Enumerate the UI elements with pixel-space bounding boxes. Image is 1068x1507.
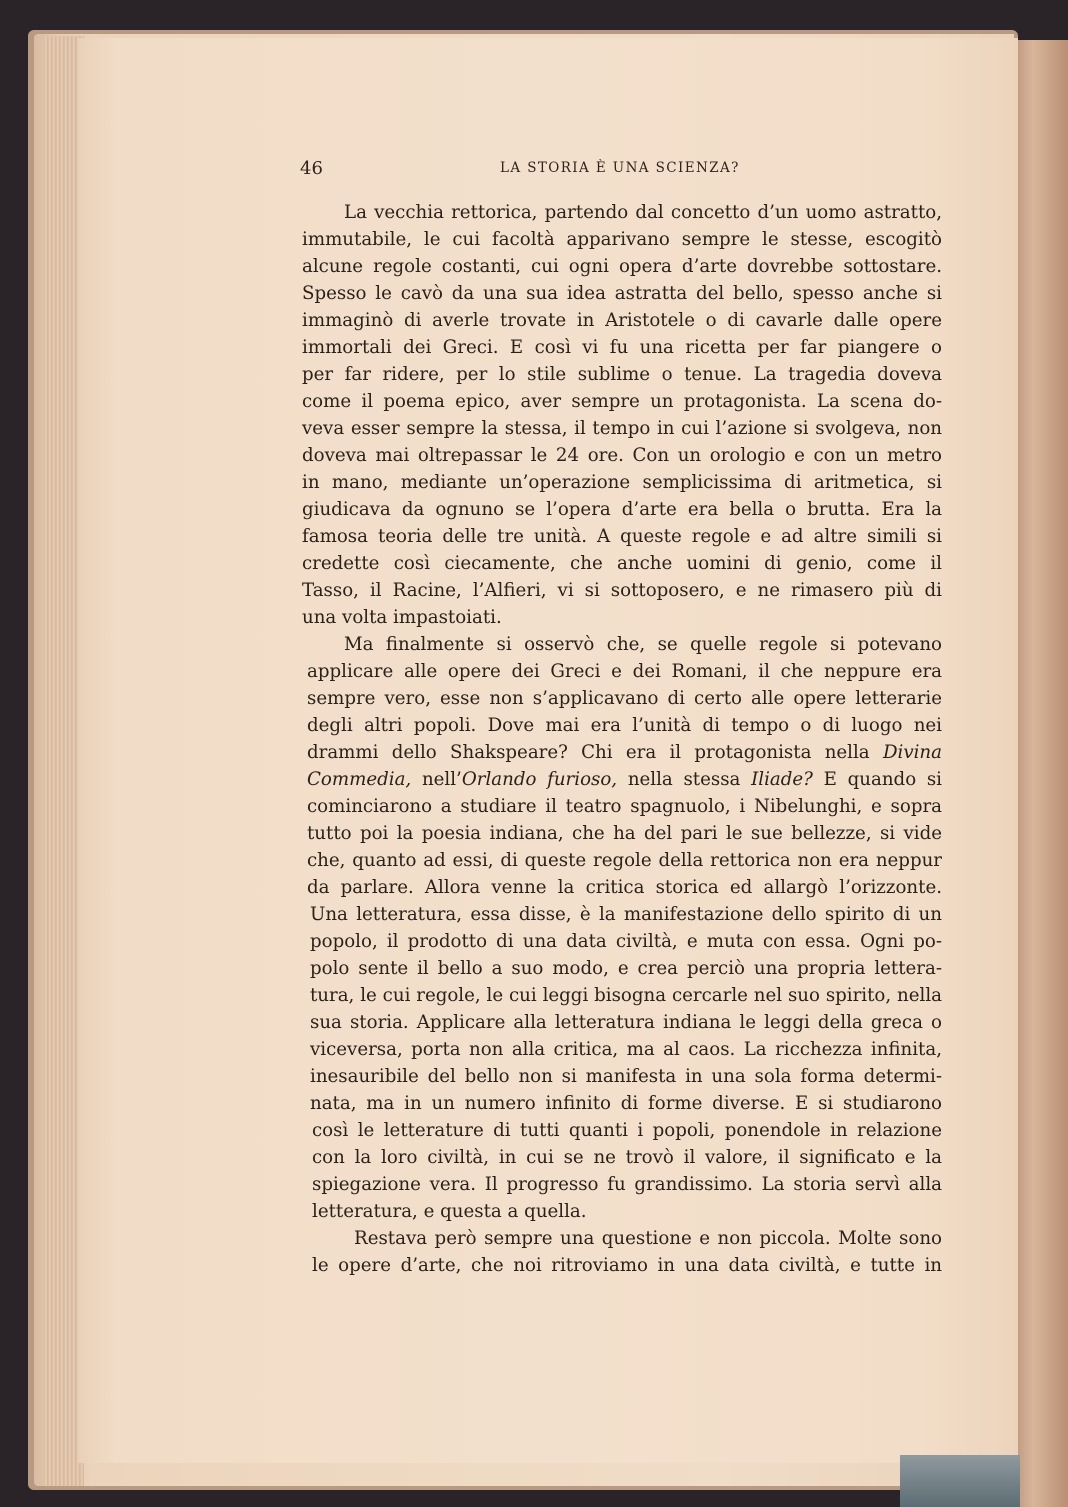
italic-title: Orlando furioso,: [461, 769, 618, 790]
text-line: una volta impastoiati.: [302, 607, 502, 628]
text-line: per far ridere, per lo stile sublime o tenue. La tragedia doveva: [302, 364, 942, 385]
text-line: che, quanto ad essi, di queste regole della rettorica non era neppur: [307, 850, 942, 871]
italic-title: Commedia,: [307, 769, 412, 790]
facing-page-edge: [1018, 40, 1068, 1507]
text-line: credette così ciecamente, che anche uomini di genio, come il: [302, 553, 942, 574]
italic-title: Divina: [882, 742, 942, 763]
page-number: 46: [300, 158, 323, 179]
text-fragment: drammi dello Shakspeare? Chi era il protagonista nella: [307, 742, 870, 763]
text-line: inesauribile del bello non si manifesta in una sola forma determi-: [310, 1066, 942, 1087]
chapter-title: LA STORIA È UNA SCIENZA?: [500, 160, 740, 176]
text-line: sempre vero, esse non s’applicavano di certo alle opere letterarie: [307, 688, 942, 709]
text-line: viceversa, porta non alla critica, ma al caos. La ricchezza infinita,: [310, 1039, 942, 1060]
text-line: letteratura, e questa a quella.: [312, 1201, 587, 1222]
text-line: da parlare. Allora venne la critica storica ed allargò l’orizzonte.: [307, 877, 942, 898]
text-line: tutto poi la poesia indiana, che ha del pari le sue bellezze, si vide: [307, 823, 942, 844]
text-line: come il poema epico, aver sempre un protagonista. La scena do-: [302, 391, 942, 412]
running-head: [300, 158, 940, 182]
text-line: con la loro civiltà, in cui se ne trovò il valore, il significato e la: [312, 1147, 942, 1168]
text-line: così le letterature di tutti quanti i popoli, ponendole in relazione: [312, 1120, 942, 1141]
text-line: le opere d’arte, che noi ritroviamo in una data civiltà, e tutte in: [312, 1255, 942, 1276]
text-line: immaginò di averle trovate in Aristotele o di cavarle dalle opere: [302, 310, 942, 331]
text-line: giudicava da ognuno se l’opera d’arte era bella o brutta. Era la: [302, 499, 942, 520]
text-line: cominciarono a studiare il teatro spagnuolo, i Nibelunghi, e sopra: [307, 796, 942, 817]
text-line: Una letteratura, essa disse, è la manifestazione dello spirito di un: [310, 904, 942, 925]
text-line: La vecchia rettorica, partendo dal concetto d’un uomo astratto,: [344, 202, 942, 223]
text-line: spiegazione vera. Il progresso fu grandissimo. La storia servì alla: [312, 1174, 942, 1195]
text-fragment: E quando si: [823, 769, 942, 790]
italic-title: Iliade?: [751, 769, 813, 790]
text-line: famosa teoria delle tre unità. A queste regole e ad altre simili si: [302, 526, 942, 547]
text-line: doveva mai oltrepassar le 24 ore. Con un orologio e con un metro: [302, 445, 942, 466]
text-line: Ma finalmente si osservò che, se quelle regole si potevano: [344, 634, 942, 655]
text-line: nata, ma in un numero infinito di forme diverse. E si studiarono: [310, 1093, 942, 1114]
text-line: Tasso, il Racine, l’Alfieri, vi si sottoposero, e ne rimasero più di: [302, 580, 942, 601]
text-line: Restava però sempre una questione e non piccola. Molte sono: [354, 1228, 942, 1249]
text-line: alcune regole costanti, cui ogni opera d’arte dovrebbe sottostare.: [302, 256, 942, 277]
text-line: immutabile, le cui facoltà apparivano sempre le stesse, escogitò: [302, 229, 942, 250]
text-line: [302, 739, 942, 766]
text-line: [302, 766, 942, 793]
text-line: applicare alle opere dei Greci e dei Romani, il che neppure era: [307, 661, 942, 682]
text-line: immortali dei Greci. E così vi fu una ricetta per far piangere o: [302, 337, 942, 358]
text-line: degli altri popoli. Dove mai era l’unità di tempo o di luogo nei: [307, 715, 942, 736]
text-line: veva esser sempre la stessa, il tempo in cui l’azione si svolgeva, non: [302, 418, 942, 439]
bookmark-ribbon: [900, 1455, 1020, 1507]
text-fragment: nella stessa: [627, 769, 741, 790]
text-line: sua storia. Applicare alla letteratura indiana le leggi della greca o: [310, 1012, 942, 1033]
text-line: in mano, mediante un’operazione semplicissima di aritmetica, si: [302, 472, 942, 493]
body-text: [302, 199, 942, 1279]
text-line: Spesso le cavò da una sua idea astratta del bello, spesso anche si: [302, 283, 942, 304]
text-line: tura, le cui regole, le cui leggi bisogna cercarle nel suo spirito, nella: [310, 985, 942, 1006]
text-line: polo sente il bello a suo modo, e crea perciò una propria lettera-: [310, 958, 942, 979]
text-fragment: nell’: [421, 769, 462, 790]
text-line: popolo, il prodotto di una data civiltà, e muta con essa. Ogni po-: [310, 931, 942, 952]
